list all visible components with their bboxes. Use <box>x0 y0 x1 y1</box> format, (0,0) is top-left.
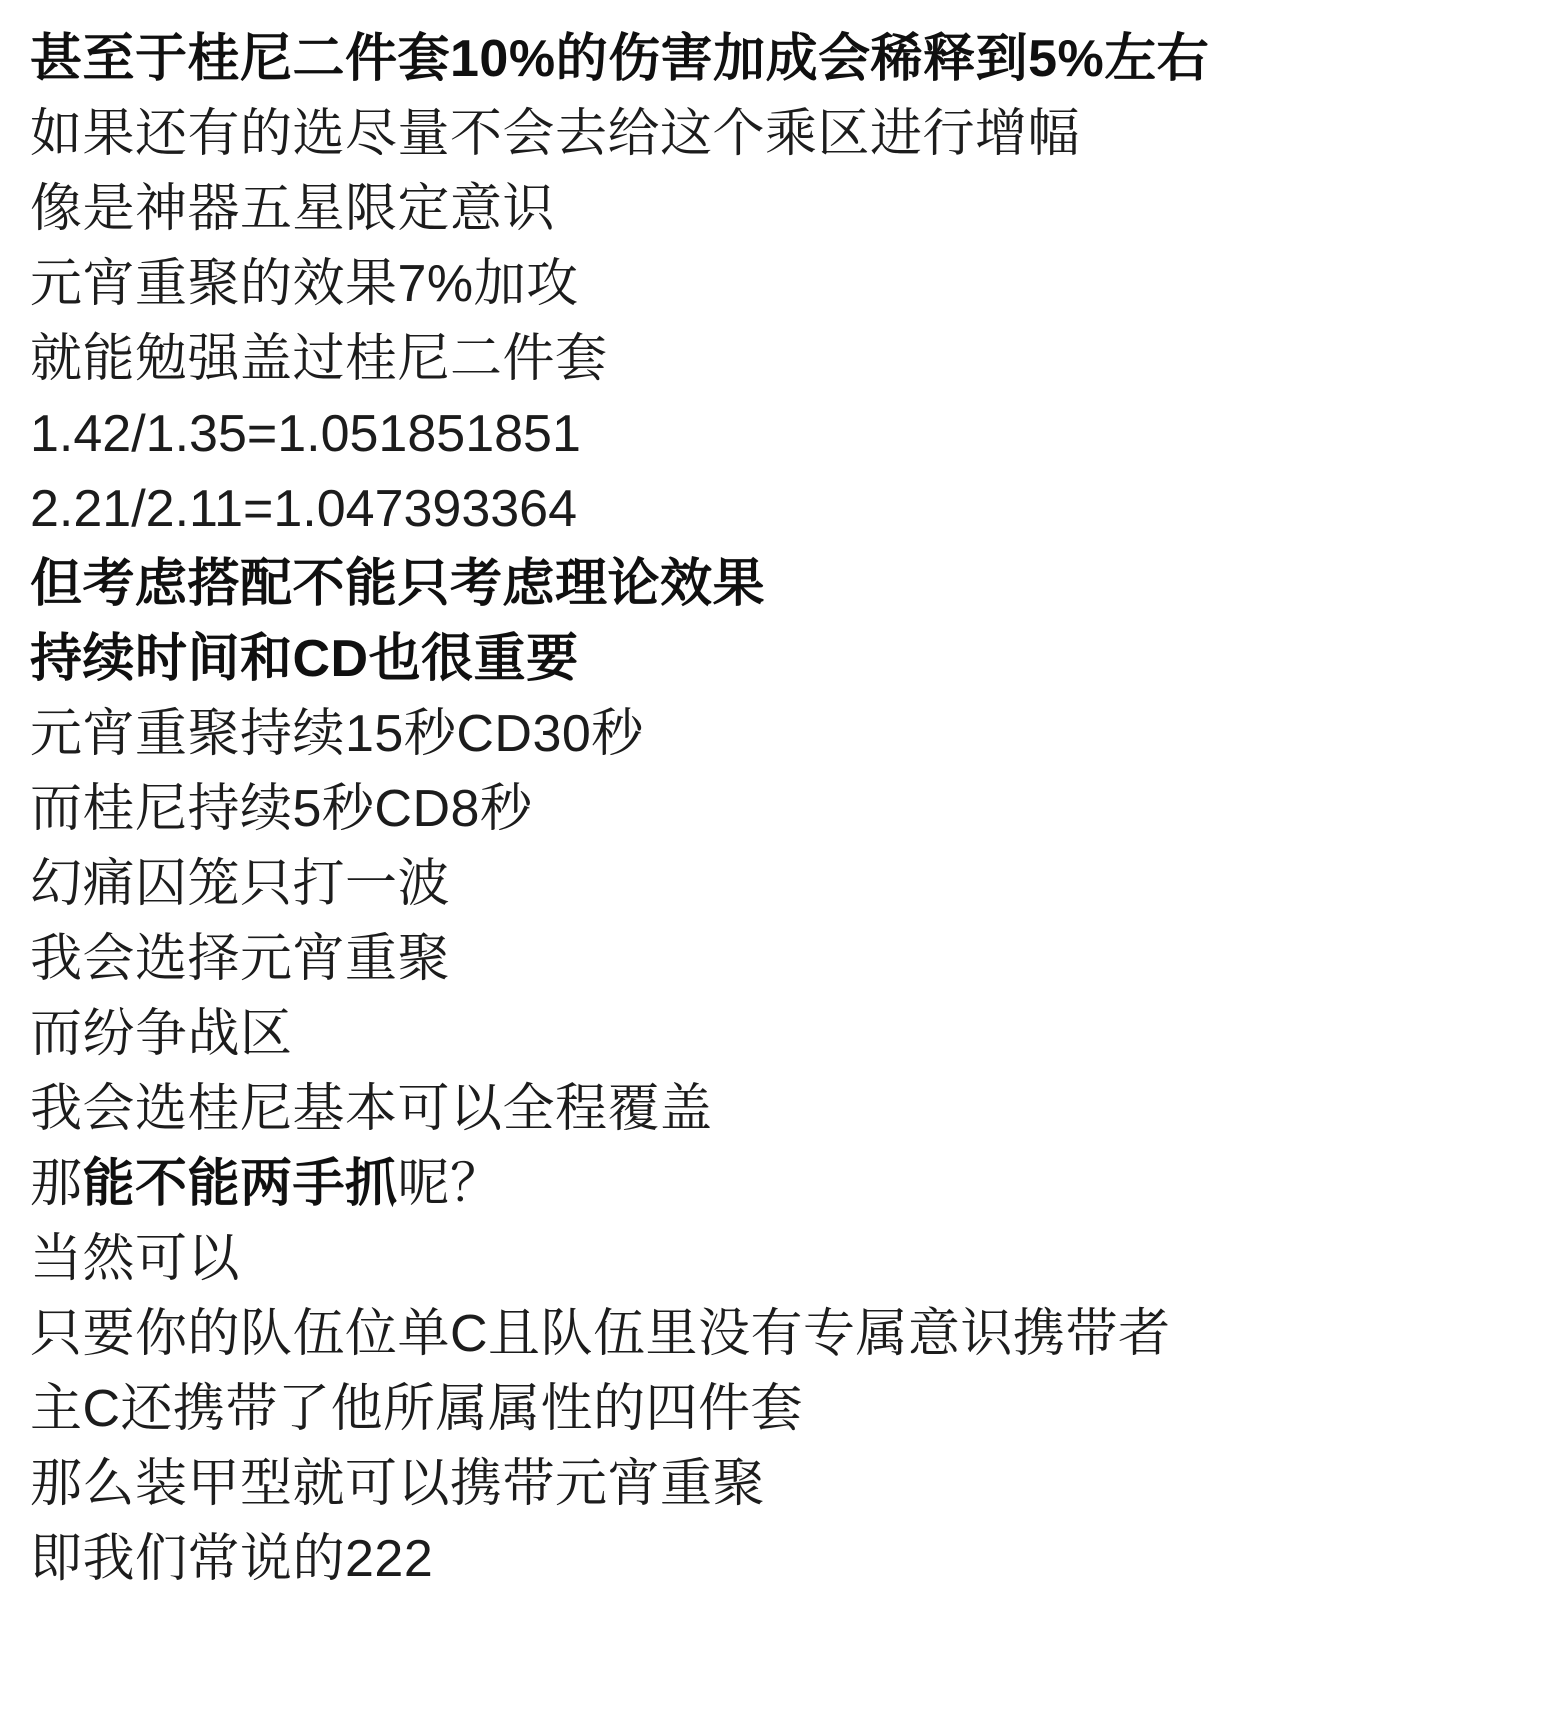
text-line-2: 如果还有的选尽量不会去给这个乘区进行增幅 <box>30 105 1081 163</box>
text-line-1: 甚至于桂尼二件套10%的伤害加成会稀释到5%左右 <box>30 30 1210 88</box>
text-line-15: 我会选桂尼基本可以全程覆盖 <box>30 1080 713 1138</box>
text-line-4: 元宵重聚的效果7%加攻 <box>30 255 579 313</box>
text-line-14: 而纷争战区 <box>30 1005 293 1063</box>
text-line-12: 幻痛囚笼只打一波 <box>30 855 451 913</box>
text-line-3: 像是神器五星限定意识 <box>30 180 556 238</box>
text-line-8: 但考虑搭配不能只考虑理论效果 <box>30 555 766 613</box>
line-16-suffix: 呢？ <box>397 1155 503 1213</box>
text-line-10: 元宵重聚持续15秒CD30秒 <box>30 705 644 763</box>
text-line-18: 只要你的队伍位单C且队伍里没有专属意识携带者 <box>30 1305 1171 1363</box>
text-line-20: 那么装甲型就可以携带元宵重聚 <box>30 1455 766 1513</box>
text-line-6-calculation: 1.42/1.35=1.051851851 <box>30 405 581 463</box>
text-line-21: 即我们常说的222 <box>30 1530 434 1588</box>
text-line-7-calculation: 2.21/2.11=1.047393364 <box>30 480 578 538</box>
text-line-13: 我会选择元宵重聚 <box>30 930 451 988</box>
text-line-9: 持续时间和CD也很重要 <box>30 630 579 688</box>
text-line-17: 当然可以 <box>30 1230 241 1288</box>
text-line-5: 就能勉强盖过桂尼二件套 <box>30 330 608 388</box>
text-line-19: 主C还携带了他所属属性的四件套 <box>30 1380 804 1438</box>
text-line-11: 而桂尼持续5秒CD8秒 <box>30 780 533 838</box>
text-line-16 <box>30 1147 1512 1222</box>
line-16-emphasis: 能不能两手抓 <box>82 1155 398 1213</box>
line-16-prefix: 那 <box>30 1155 83 1213</box>
